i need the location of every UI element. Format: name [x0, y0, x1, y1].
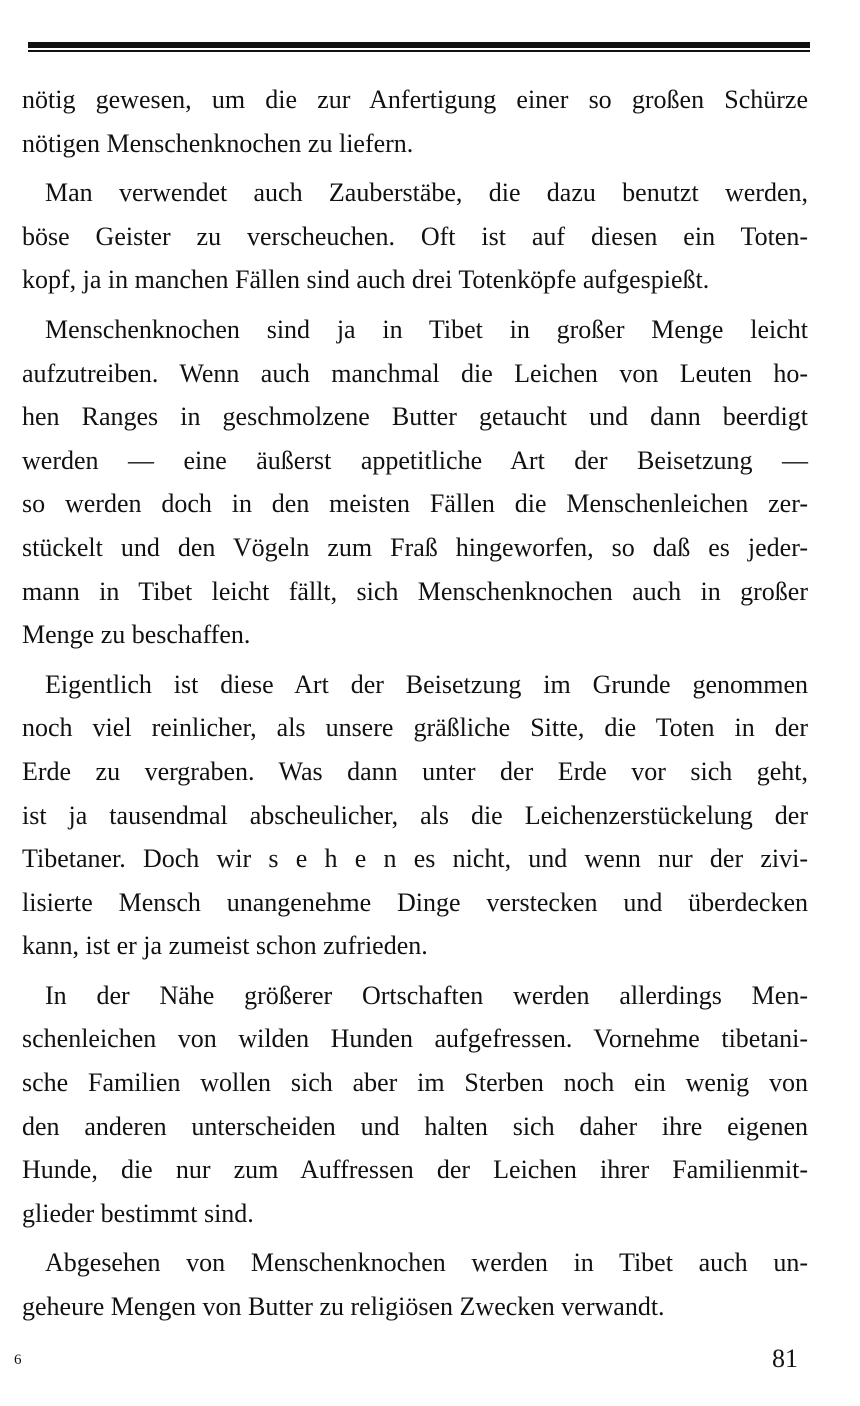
- paragraph: [22, 78, 808, 165]
- text-line: Erde zu vergraben. Was dann unter der Erde vor sich geht,: [22, 756, 808, 786]
- text-line: Man verwendet auch Zauberstäbe, die dazu benutzt werden,: [45, 178, 808, 208]
- text-line: In der Nähe größerer Ortschaften werden allerdings Men-: [45, 980, 808, 1010]
- paragraph: [22, 663, 808, 968]
- text-line: aufzutreiben. Wenn auch manchmal die Leichen von Leuten ho-: [22, 358, 808, 388]
- text-line: Eigentlich ist diese Art der Beisetzung im Grunde genommen: [45, 669, 808, 699]
- text-line: noch viel reinlicher, als unsere gräßliche Sitte, die Toten in der: [22, 713, 808, 743]
- text-line: ist ja tausendmal abscheulicher, als die Leichenzerstückelung der: [22, 800, 808, 830]
- top-rule-thin: [28, 50, 810, 52]
- text-line: nötig gewesen, um die zur Anfertigung einer so großen Schürze: [22, 85, 808, 114]
- text-line: Menschenknochen sind ja in Tibet in großer Menge leicht: [45, 314, 808, 344]
- text-line: nötigen Menschenknochen zu liefern.: [22, 128, 414, 158]
- text-line: lisierte Mensch unangenehme Dinge verstecken und überdecken: [22, 887, 808, 917]
- top-rule: [28, 42, 810, 48]
- body-text: [22, 78, 808, 1335]
- text-line: geheure Mengen von Butter zu religiösen Zwecken verwandt.: [22, 1292, 665, 1322]
- text-line: hen Ranges in geschmolzene Butter getaucht und dann beerdigt: [22, 402, 808, 432]
- text-line: schenleichen von wilden Hunden aufgefressen. Vornehme tibetani-: [22, 1024, 808, 1054]
- paragraph: [22, 974, 808, 1236]
- paragraph: [22, 171, 808, 302]
- text-line: stückelt und den Vögeln zum Fraß hingeworfen, so daß es jeder-: [22, 532, 808, 562]
- text-line: Menge zu beschaffen.: [22, 620, 251, 650]
- text-line: böse Geister zu verscheuchen. Oft ist auf diesen ein Toten-: [22, 221, 808, 251]
- page-number: 81: [772, 1344, 798, 1373]
- text-line: sche Familien wollen sich aber im Sterben noch ein wenig von: [22, 1068, 808, 1098]
- paragraph: [22, 1241, 808, 1328]
- text-line: kopf, ja in manchen Fällen sind auch drei Totenköpfe aufgespießt.: [22, 265, 710, 295]
- text-line: so werden doch in den meisten Fällen die Menschenleichen zer-: [22, 489, 808, 519]
- text-line: werden — eine äußerst appetitliche Art der Beisetzung —: [22, 445, 808, 475]
- signature-mark: 6: [14, 1352, 22, 1368]
- text-line: mann in Tibet leicht fällt, sich Menschenknochen auch in großer: [22, 576, 808, 606]
- text-line: Tibetaner. Doch wir s e h e n es nicht, und wenn nur der zivi-: [22, 844, 808, 874]
- text-line: Abgesehen von Menschenknochen werden in Tibet auch un-: [45, 1248, 808, 1278]
- paragraph: [22, 308, 808, 657]
- text-line: glieder bestimmt sind.: [22, 1198, 254, 1228]
- text-line: den anderen unterscheiden und halten sich daher ihre eigenen: [22, 1111, 808, 1141]
- text-line: kann, ist er ja zumeist schon zufrieden.: [22, 931, 428, 961]
- text-line: Hunde, die nur zum Auffressen der Leichen ihrer Familienmit-: [22, 1155, 808, 1185]
